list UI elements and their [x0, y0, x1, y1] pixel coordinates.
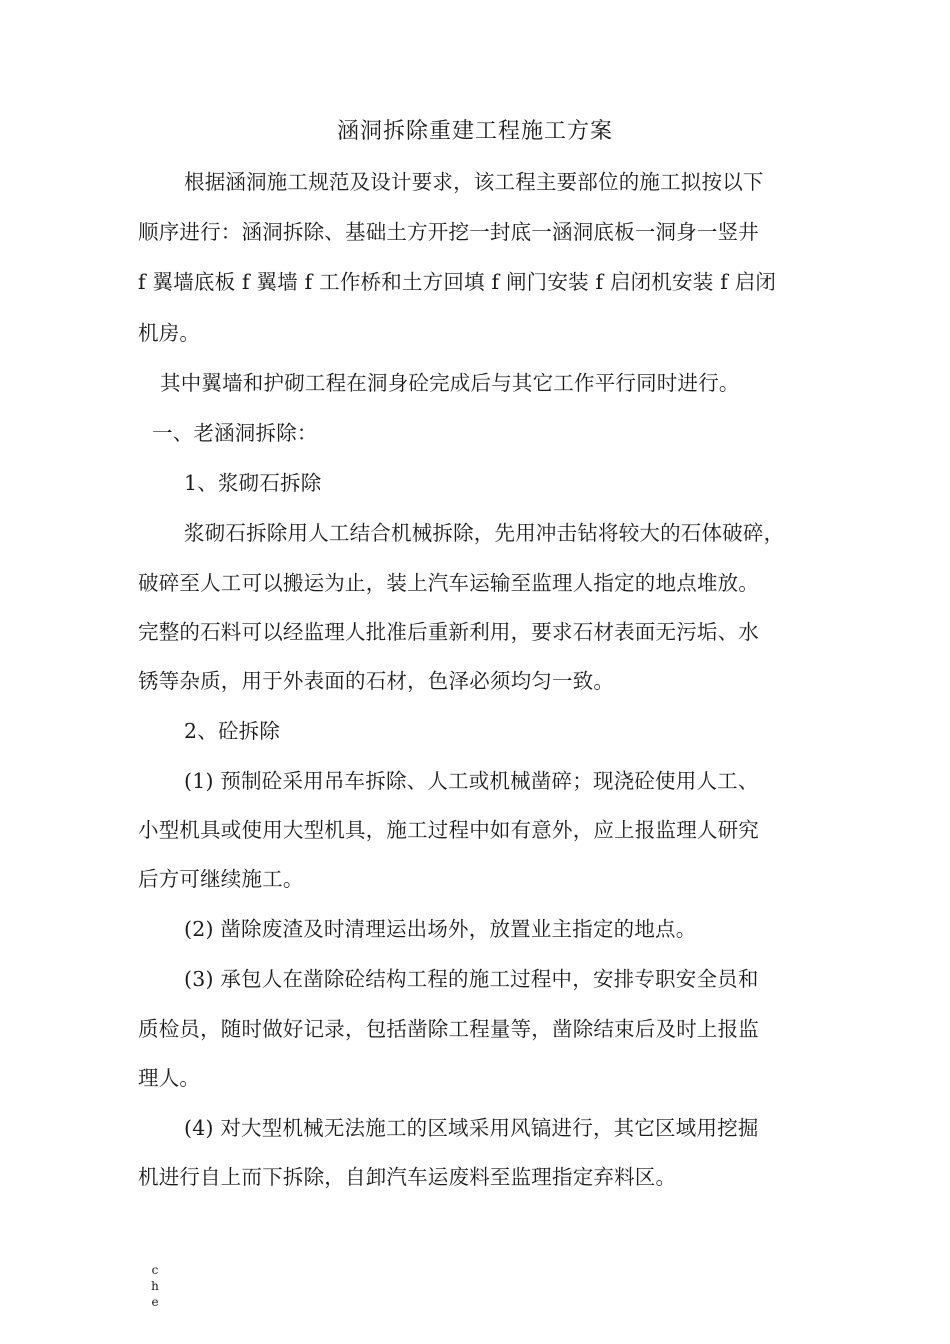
paragraph-line: (1) 预制砼采用吊车拆除、人工或机械凿碎；现浇砼使用人工、	[184, 769, 759, 793]
paragraph-line: 锈等杂质，用于外表面的石材，色泽必须均匀一致。	[138, 669, 615, 693]
subsection-heading: 2、砼拆除	[184, 719, 281, 743]
paragraph-line: 后方可继续施工。	[138, 867, 304, 891]
document-title: 涵洞拆除重建工程施工方案	[336, 119, 613, 144]
paragraph-line: 根据涵洞施工规范及设计要求，该工程主要部位的施工拟按以下	[184, 170, 764, 194]
paragraph-line: 理人。	[138, 1066, 201, 1090]
paragraph-line: (3) 承包人在凿除砼结构工程的施工过程中，安排专职安全员和	[184, 967, 759, 991]
paragraph-line: (2) 凿除废渣及时清理运出场外，放置业主指定的地点。	[184, 917, 697, 941]
footer-mark: che	[151, 1263, 159, 1309]
paragraph-line: f 翼墙底板 f 翼墙 f 工作桥和土方回填 f 闸门安装 f 启闭机安装 f 启闭	[138, 270, 777, 294]
paragraph-line: 完整的石料可以经监理人批准后重新利用，要求石材表面无污垢、水	[138, 620, 759, 644]
paragraph-line: 其中翼墙和护砌工程在洞身砼完成后与其它工作平行同时进行。	[160, 371, 740, 395]
paragraph-line: 机进行自上而下拆除，自卸汽车运废料至监理指定弃料区。	[138, 1165, 677, 1189]
paragraph-line: 小型机具或使用大型机具，施工过程中如有意外，应上报监理人研究	[138, 818, 759, 842]
subsection-heading: 1、浆砌石拆除	[184, 471, 322, 495]
paragraph-line: 浆砌石拆除用人工结合机械拆除，先用冲击钻将较大的石体破碎，	[184, 521, 785, 545]
paragraph-line: 质检员，随时做好记录，包括凿除工程量等，凿除结束后及时上报监	[138, 1017, 759, 1041]
paragraph-line: 破碎至人工可以搬运为止，装上汽车运输至监理人指定的地点堆放。	[138, 571, 759, 595]
paragraph-line: (4) 对大型机械无法施工的区域采用风镐进行，其它区域用挖掘	[184, 1116, 759, 1140]
section-heading: 一、老涵洞拆除：	[152, 421, 318, 445]
paragraph-line: 顺序进行：涵洞拆除、基础土方开挖一封底一涵洞底板一洞身一竖井	[138, 220, 759, 244]
paragraph-line: 机房。	[138, 321, 201, 345]
